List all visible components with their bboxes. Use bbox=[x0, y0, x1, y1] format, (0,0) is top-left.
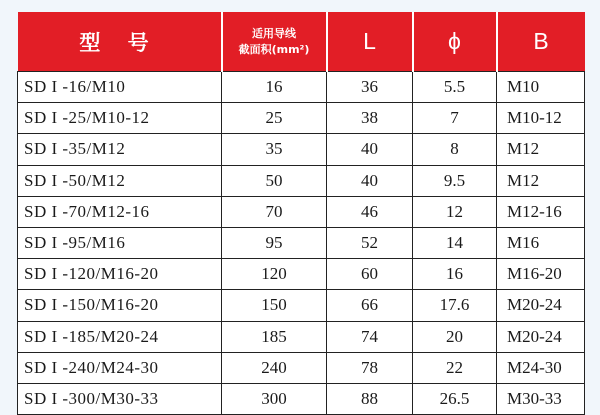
model-cell: SD I -50/M12 bbox=[18, 165, 222, 196]
model-cell: SD I -95/M16 bbox=[18, 227, 222, 258]
length-cell: 52 bbox=[327, 227, 413, 258]
length-cell: 74 bbox=[327, 321, 413, 352]
bolt-cell: M16 bbox=[497, 227, 585, 258]
table-row bbox=[18, 290, 585, 321]
header-cross-section-line1: 适用导线 bbox=[252, 26, 296, 40]
bolt-cell: M20-24 bbox=[497, 321, 585, 352]
cross-section-cell: 300 bbox=[222, 383, 327, 414]
length-cell: 40 bbox=[327, 165, 413, 196]
cross-section-cell: 120 bbox=[222, 259, 327, 290]
diameter-cell: 20 bbox=[413, 321, 497, 352]
cross-section-cell: 150 bbox=[222, 290, 327, 321]
model-cell: SD I -120/M16-20 bbox=[18, 259, 222, 290]
length-cell: 88 bbox=[327, 383, 413, 414]
bolt-cell: M10-12 bbox=[497, 103, 585, 134]
cross-section-cell: 35 bbox=[222, 134, 327, 165]
diameter-cell: 26.5 bbox=[413, 383, 497, 414]
header-length: L bbox=[327, 12, 413, 72]
header-diameter: ϕ bbox=[413, 12, 497, 72]
bolt-cell: M16-20 bbox=[497, 259, 585, 290]
length-cell: 78 bbox=[327, 352, 413, 383]
diameter-cell: 8 bbox=[413, 134, 497, 165]
model-cell: SD I -300/M30-33 bbox=[18, 383, 222, 414]
diameter-cell: 22 bbox=[413, 352, 497, 383]
model-cell: SD I -150/M16-20 bbox=[18, 290, 222, 321]
diameter-cell: 12 bbox=[413, 196, 497, 227]
model-cell: SD I -25/M10-12 bbox=[18, 103, 222, 134]
length-cell: 38 bbox=[327, 103, 413, 134]
table-row bbox=[18, 72, 585, 103]
bolt-cell: M12-16 bbox=[497, 196, 585, 227]
model-cell: SD I -240/M24-30 bbox=[18, 352, 222, 383]
model-cell: SD I -185/M20-24 bbox=[18, 321, 222, 352]
cross-section-cell: 25 bbox=[222, 103, 327, 134]
diameter-cell: 17.6 bbox=[413, 290, 497, 321]
spec-table-container bbox=[17, 12, 584, 415]
table-row bbox=[18, 383, 585, 414]
cross-section-cell: 240 bbox=[222, 352, 327, 383]
cross-section-cell: 50 bbox=[222, 165, 327, 196]
cross-section-cell: 16 bbox=[222, 72, 327, 103]
bolt-cell: M24-30 bbox=[497, 352, 585, 383]
length-cell: 36 bbox=[327, 72, 413, 103]
table-row bbox=[18, 259, 585, 290]
header-cross-section bbox=[222, 12, 327, 72]
diameter-cell: 14 bbox=[413, 227, 497, 258]
bolt-cell: M10 bbox=[497, 72, 585, 103]
spec-table bbox=[17, 12, 585, 415]
header-bolt: B bbox=[497, 12, 585, 72]
cross-section-cell: 70 bbox=[222, 196, 327, 227]
header-cross-section-line2: 截面积(mm²) bbox=[238, 42, 310, 56]
table-row bbox=[18, 321, 585, 352]
header-model: 型 号 bbox=[18, 12, 222, 72]
table-row bbox=[18, 196, 585, 227]
model-cell: SD I -16/M10 bbox=[18, 72, 222, 103]
cross-section-cell: 95 bbox=[222, 227, 327, 258]
length-cell: 60 bbox=[327, 259, 413, 290]
table-row bbox=[18, 352, 585, 383]
table-body bbox=[18, 72, 585, 415]
cross-section-cell: 185 bbox=[222, 321, 327, 352]
diameter-cell: 9.5 bbox=[413, 165, 497, 196]
table-row bbox=[18, 134, 585, 165]
bolt-cell: M30-33 bbox=[497, 383, 585, 414]
table-row bbox=[18, 103, 585, 134]
model-cell: SD I -35/M12 bbox=[18, 134, 222, 165]
length-cell: 66 bbox=[327, 290, 413, 321]
bolt-cell: M12 bbox=[497, 134, 585, 165]
bolt-cell: M20-24 bbox=[497, 290, 585, 321]
length-cell: 40 bbox=[327, 134, 413, 165]
diameter-cell: 5.5 bbox=[413, 72, 497, 103]
model-cell: SD I -70/M12-16 bbox=[18, 196, 222, 227]
header-row bbox=[18, 12, 585, 72]
diameter-cell: 16 bbox=[413, 259, 497, 290]
length-cell: 46 bbox=[327, 196, 413, 227]
table-row bbox=[18, 165, 585, 196]
bolt-cell: M12 bbox=[497, 165, 585, 196]
diameter-cell: 7 bbox=[413, 103, 497, 134]
table-row bbox=[18, 227, 585, 258]
